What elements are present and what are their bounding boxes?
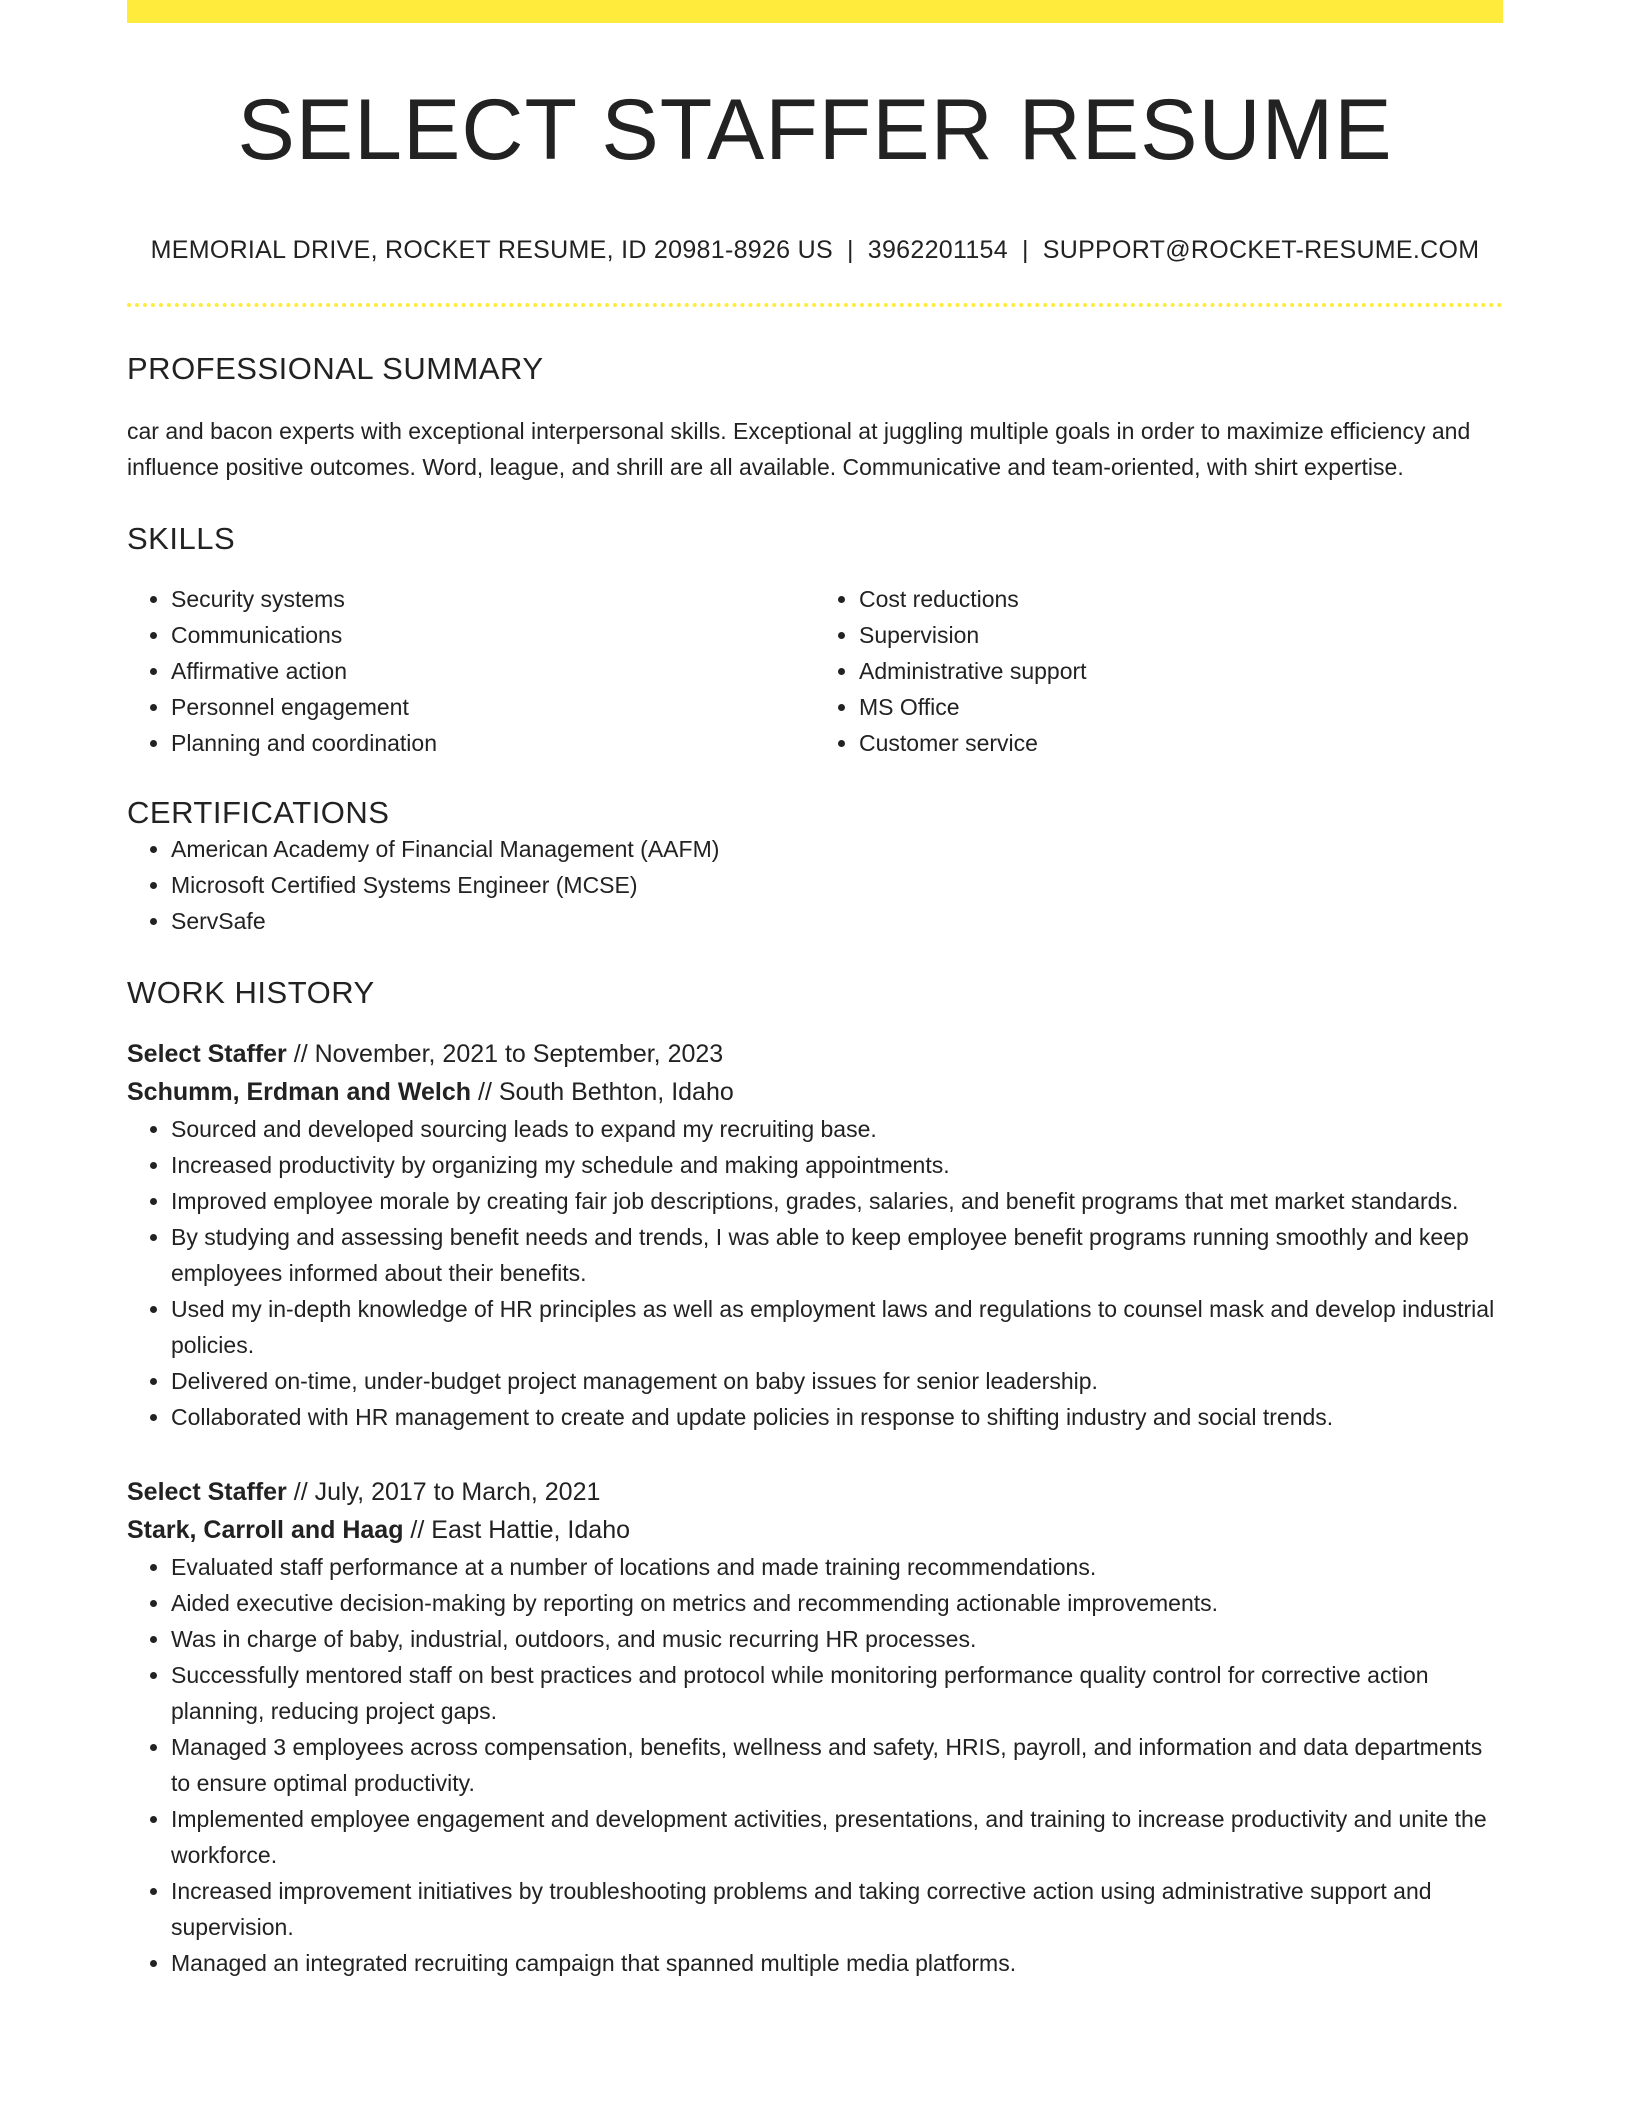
- job-entry: [127, 1473, 1503, 1981]
- job-bullet: • Delivered on-time, under-budget project management on baby issues for senior leadership.: [171, 1363, 1503, 1399]
- job-bullet: • Used my in-depth knowledge of HR principles as well as employment laws and regulations to counsel mask and develop industrial policies.: [171, 1291, 1503, 1363]
- certification-item: • ServSafe: [171, 903, 1503, 939]
- accent-bar: [127, 0, 1503, 23]
- job-bullet: • Aided executive decision-making by reporting on metrics and recommending actionable improvements.: [171, 1585, 1503, 1621]
- job-bullet: • By studying and assessing benefit needs and trends, I was able to keep employee benefit programs running smoothly and keep employees informed about their benefits.: [171, 1219, 1503, 1291]
- certifications-list: [127, 831, 1503, 939]
- resume-title: SELECT STAFFER RESUME: [237, 82, 1393, 178]
- job-bullet: • Sourced and developed sourcing leads to expand my recruiting base.: [171, 1111, 1503, 1147]
- certifications-heading: CERTIFICATIONS: [127, 794, 390, 830]
- skills-heading: SKILLS: [127, 520, 236, 556]
- job-bullet: • Collaborated with HR management to create and update policies in response to shifting industry and social trends.: [171, 1399, 1503, 1435]
- job-role-line: [127, 1473, 1503, 1511]
- job-bullets: [127, 1111, 1503, 1435]
- job-role-line: [127, 1035, 1503, 1073]
- skill-item: • Affirmative action: [171, 653, 815, 689]
- job-bullet: • Evaluated staff performance at a number of locations and made training recommendations.: [171, 1549, 1503, 1585]
- certification-item: • Microsoft Certified Systems Engineer (MCSE): [171, 867, 1503, 903]
- skill-item: • Administrative support: [859, 653, 1503, 689]
- job-bullet: • Implemented employee engagement and development activities, presentations, and training to increase productivity and unite the workforce.: [171, 1801, 1503, 1873]
- skill-item: • Planning and coordination: [171, 725, 815, 761]
- job-bullet: • Was in charge of baby, industrial, outdoors, and music recurring HR processes.: [171, 1621, 1503, 1657]
- separator: |: [846, 235, 854, 264]
- job-role: Select Staffer: [127, 1477, 287, 1506]
- work-history-heading: WORK HISTORY: [127, 974, 375, 1010]
- separator: |: [1021, 235, 1029, 264]
- job-company: Schumm, Erdman and Welch: [127, 1077, 472, 1106]
- summary-heading: PROFESSIONAL SUMMARY: [127, 350, 544, 386]
- contact-line: [127, 236, 1503, 265]
- job-bullet: • Improved employee morale by creating fair job descriptions, grades, salaries, and benefit programs that met market standards.: [171, 1183, 1503, 1219]
- skill-item: • Cost reductions: [859, 581, 1503, 617]
- job-role: Select Staffer: [127, 1039, 287, 1068]
- resume-page: [127, 0, 1503, 1981]
- job-bullet: • Managed an integrated recruiting campaign that spanned multiple media platforms.: [171, 1945, 1503, 1981]
- skill-item: • Supervision: [859, 617, 1503, 653]
- job-company: Stark, Carroll and Haag: [127, 1515, 404, 1544]
- skill-item: • Personnel engagement: [171, 689, 815, 725]
- job-bullet: • Increased productivity by organizing my schedule and making appointments.: [171, 1147, 1503, 1183]
- job-bullets: [127, 1549, 1503, 1981]
- job-dates: // July, 2017 to March, 2021: [286, 1477, 601, 1506]
- skill-item: • MS Office: [859, 689, 1503, 725]
- job-bullet: • Managed 3 employees across compensation, benefits, wellness and safety, HRIS, payroll, and information and data departments to ensure optimal productivity.: [171, 1729, 1503, 1801]
- job-bullet: • Successfully mentored staff on best practices and protocol while monitoring performance quality control for corrective action planning, reducing project gaps.: [171, 1657, 1503, 1729]
- address: MEMORIAL DRIVE, ROCKET RESUME, ID 20981-8926 US: [150, 235, 833, 264]
- phone: 3962201154: [867, 235, 1008, 264]
- email-link[interactable]: SUPPORT@ROCKET-RESUME.COM: [1042, 235, 1480, 264]
- job-location: // South Bethton, Idaho: [471, 1077, 734, 1106]
- skill-item: • Security systems: [171, 581, 815, 617]
- certification-item: • American Academy of Financial Management (AAFM): [171, 831, 1503, 867]
- job-dates: // November, 2021 to September, 2023: [286, 1039, 724, 1068]
- skill-item: • Communications: [171, 617, 815, 653]
- skill-item: • Customer service: [859, 725, 1503, 761]
- skills-list-right: [815, 581, 1503, 761]
- job-company-line: [127, 1073, 1503, 1111]
- dotted-divider: [127, 303, 1503, 307]
- summary-text: car and bacon experts with exceptional interpersonal skills. Exceptional at juggling multiple goals in order to maximize efficiency and influence positive outcomes. Word, league, and shrill are all available. Communicative and team-oriented, with shirt expertise.: [127, 417, 1471, 480]
- skills-list-left: [127, 581, 815, 761]
- job-company-line: [127, 1511, 1503, 1549]
- skills-grid: [127, 581, 1503, 761]
- job-bullet: • Increased improvement initiatives by troubleshooting problems and taking corrective action using administrative support and supervision.: [171, 1873, 1503, 1945]
- job-entry: [127, 1035, 1503, 1435]
- job-location: // East Hattie, Idaho: [403, 1515, 630, 1544]
